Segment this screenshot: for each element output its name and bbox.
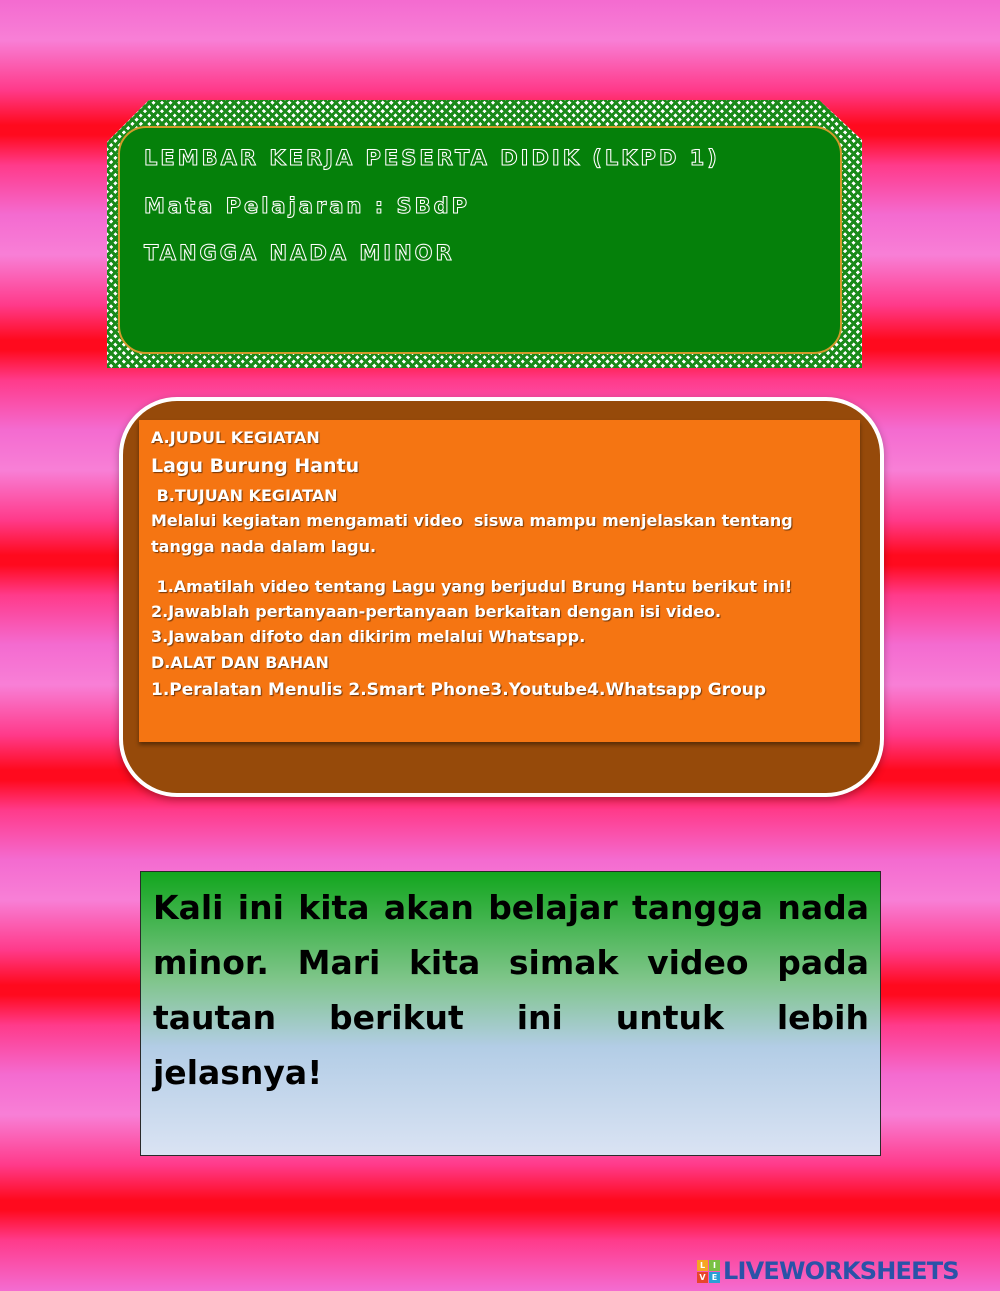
step-3: 3.Jawaban difoto dan dikirim melalui Whatsapp. <box>151 627 586 646</box>
logo-icon <box>697 1260 720 1283</box>
activity-title: Lagu Burung Hantu <box>151 455 360 477</box>
worksheet-title: LEMBAR KERJA PESERTA DIDIK (LKPD 1) <box>144 146 720 170</box>
message-text: Kali ini kita akan belajar tangga nada minor. Mari kita simak video pada tautan berikut ini untuk lebih jelasnya! <box>153 888 869 1092</box>
topic-label: TANGGA NADA MINOR <box>144 241 455 265</box>
section-b-heading: B.TUJUAN KEGIATAN <box>151 486 338 505</box>
step-1: 1.Amatilah video tentang Lagu yang berjudul Brung Hantu berikut ini! <box>151 577 793 596</box>
logo-tile: V <box>697 1272 708 1283</box>
liveworksheets-logo[interactable] <box>697 1257 959 1285</box>
logo-tile: I <box>709 1260 720 1271</box>
tools-list: 1.Peralatan Menulis 2.Smart Phone3.Youtube4.Whatsapp Group <box>151 680 767 700</box>
goal-text-line2: tangga nada dalam lagu. <box>151 537 377 556</box>
logo-tile: E <box>709 1272 720 1283</box>
step-2: 2.Jawablah pertanyaan-pertanyaan berkaitan dengan isi video. <box>151 602 722 621</box>
goal-text-line1: Melalui kegiatan mengamati video siswa mampu menjelaskan tentang <box>151 511 793 530</box>
logo-tile: L <box>697 1260 708 1271</box>
section-d-heading: D.ALAT DAN BAHAN <box>151 653 329 672</box>
section-a-heading: A.JUDUL KEGIATAN <box>151 428 320 447</box>
message-box <box>140 871 881 1156</box>
subject-label: Mata Pelajaran : SBdP <box>144 194 471 218</box>
logo-text: LIVEWORKSHEETS <box>723 1257 959 1285</box>
